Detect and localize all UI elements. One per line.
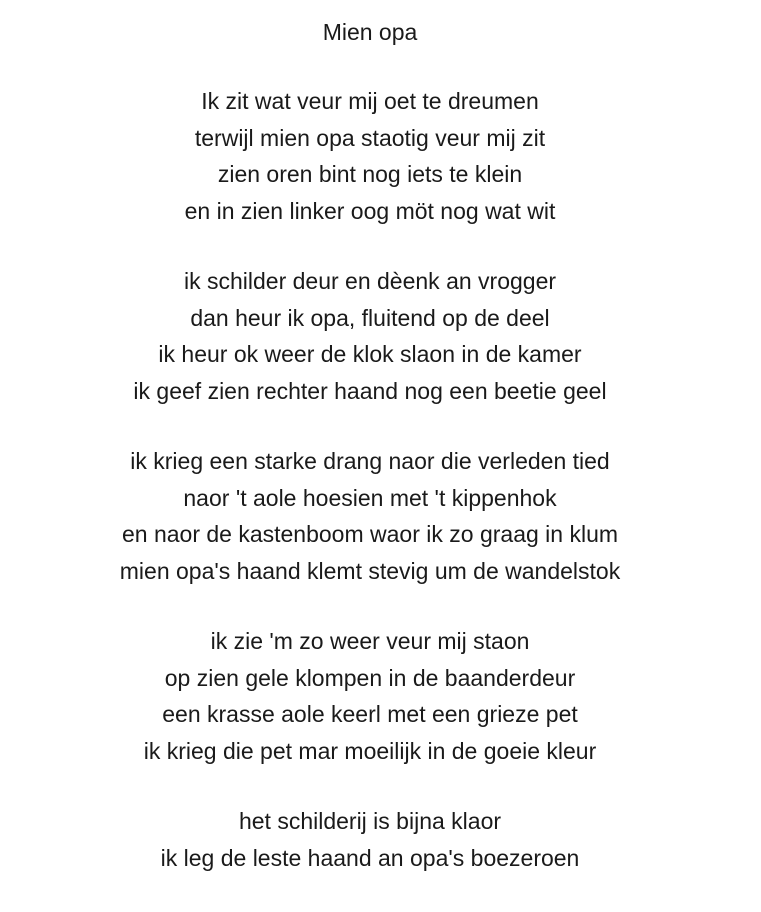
stanza-2: [0, 263, 740, 409]
poem-line: ik krieg een starke drang naor die verleden tied: [130, 448, 610, 474]
poem-line: terwijl mien opa staotig veur mij zit: [194, 124, 546, 151]
poem-line: het schilderij is bijna klaor: [238, 808, 502, 834]
stanza-5: [0, 803, 740, 876]
poem-line: ik krieg die pet mar moeilijk in de goeie kleur: [143, 737, 597, 764]
poem-line: en in zien linker oog möt nog wat wit: [184, 197, 556, 224]
poem: [0, 14, 740, 910]
poem-title: Mien opa: [322, 19, 418, 45]
poem-line: zien oren bint nog iets te klein: [217, 161, 523, 187]
poem-line: Ik zit wat veur mij oet te dreumen: [201, 88, 539, 114]
poem-line: ik geef zien rechter haand nog een beetie geel: [133, 377, 607, 404]
stanza-4: [0, 623, 740, 769]
poem-line: ik zie 'm zo weer veur mij staon: [210, 628, 530, 654]
poem-line: en naor de kastenboom waor ik zo graag in klum: [121, 521, 619, 547]
poem-line: een krasse aole keerl met een grieze pet: [162, 701, 578, 727]
poem-line: op zien gele klompen in de baanderdeur: [164, 664, 576, 691]
poem-line: ik heur ok weer de klok slaon in de kamer: [158, 341, 582, 367]
poem-line: naor 't aole hoesien met 't kippenhok: [183, 484, 557, 511]
poem-line: ik schilder deur en dèenk an vrogger: [183, 268, 557, 294]
poem-line: dan heur ik opa, fluitend op de deel: [190, 304, 550, 331]
stanza-3: [0, 443, 740, 589]
stanza-1: [0, 83, 740, 229]
poem-line: mien opa's haand klemt stevig um de wandelstok: [119, 557, 621, 584]
poem-line: ik leg de leste haand an opa's boezeroen: [160, 844, 580, 871]
